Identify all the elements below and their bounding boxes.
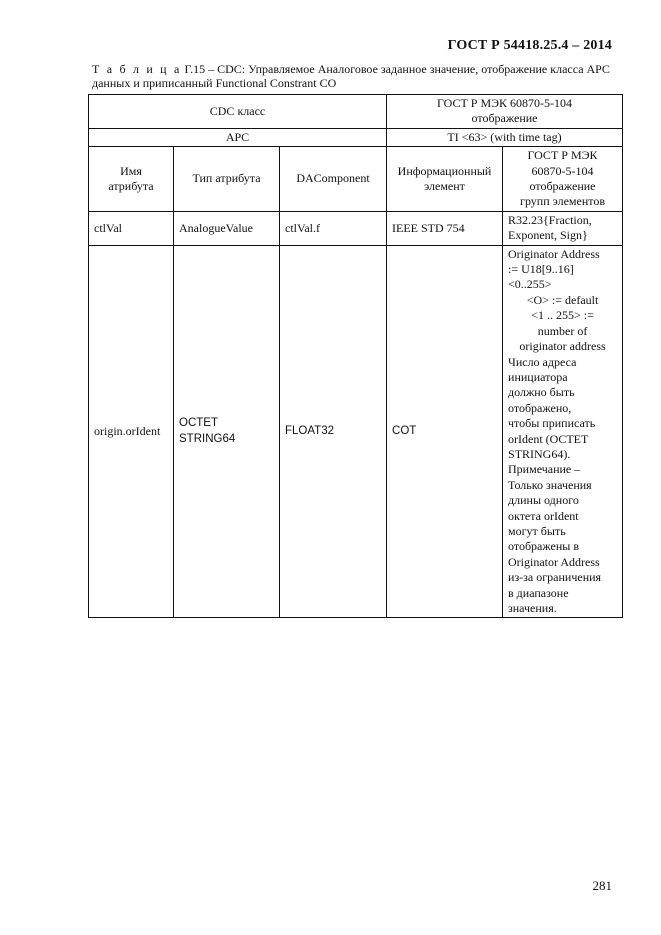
cdc-mapping-table (88, 94, 623, 618)
cell-type: AnalogueValue (174, 211, 280, 245)
ti-cell: TI <63> (with time tag) (387, 128, 623, 146)
cell-mapping: R32.23{Fraction, Exponent, Sign} (503, 211, 623, 245)
table-row (89, 211, 623, 245)
cell-name: origin.orIdent (89, 245, 174, 618)
table-row (89, 128, 623, 146)
caption-label: Т а б л и ц а (92, 62, 182, 76)
cell-dacomponent: FLOAT32 (280, 245, 387, 618)
document-header: ГОСТ Р 54418.25.4 – 2014 (447, 38, 612, 53)
cell-mapping (503, 245, 623, 618)
table-header-row (89, 147, 623, 212)
mapping-default: <O> := default <1 .. 255> := number of originator address (519, 292, 606, 354)
mapping-originator: Originator Address := U18[9..16] <0..255> (508, 246, 600, 292)
table-row (89, 95, 623, 129)
caption-text: Г.15 – CDC: Управляемое Аналоговое заданное значение, отображение класса APC данных и приписанный Functional Constrant CO (92, 62, 610, 90)
header-group-mapping: ГОСТ Р МЭК 60870-5-104 отображение групп элементов (503, 147, 623, 212)
cell-info: IEEE STD 754 (387, 211, 503, 245)
header-info-element: Информационный элемент (387, 147, 503, 212)
cdc-class-cell: CDC класс (89, 95, 387, 129)
mapping-note: Число адреса инициатора должно быть отображено, чтобы приписать orIdent (OCTET STRING64). Примечание – Только значения длины одного октета orIdent могут быть отображены в Originator Address из-за ограничения в диапазоне значения. (508, 354, 602, 615)
cell-info: COT (387, 245, 503, 618)
header-attribute-name: Имя атрибута (89, 147, 174, 212)
header-dacomponent: DAComponent (280, 147, 387, 212)
mapping-standard-cell: ГОСТ Р МЭК 60870-5-104 отображение (387, 95, 623, 129)
table-row (89, 245, 623, 618)
cell-name: ctlVal (89, 211, 174, 245)
page-number: 281 (592, 878, 612, 893)
cell-type: OCTET STRING64 (174, 245, 280, 618)
apc-cell: APC (89, 128, 387, 146)
table-caption (92, 62, 622, 90)
cell-dacomponent: ctlVal.f (280, 211, 387, 245)
header-attribute-type: Тип атрибута (174, 147, 280, 212)
